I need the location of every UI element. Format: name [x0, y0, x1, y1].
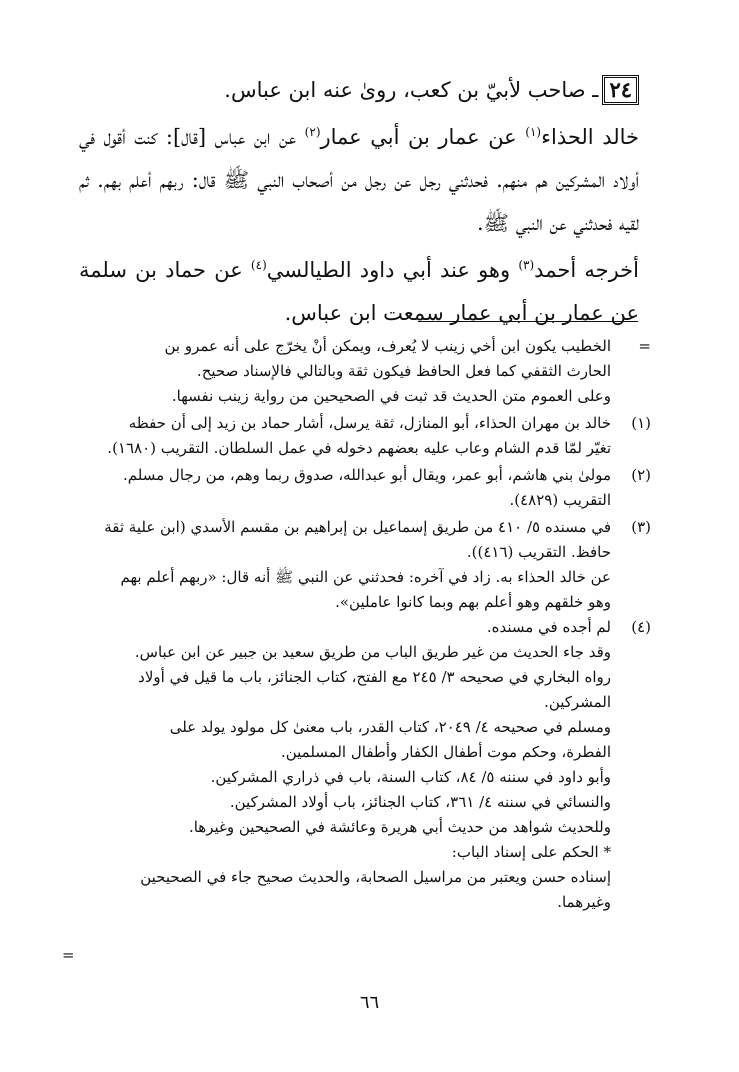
footnote-line: عن خالد الحذاء به. زاد في آخره: فحدثني عن النبي ﷺ أنه قال: «ربهم أعلم بهم — [120, 568, 611, 586]
footnote-2 — [79, 463, 651, 513]
footnote-ref-2[interactable]: (٢) — [304, 125, 321, 139]
footnote-marker-3: (٣) — [631, 518, 651, 536]
footnote-line: المشركين. — [544, 693, 611, 711]
footnote-line: وأبو داود في سننه ٥/ ٨٤، كتاب السنة، باب في ذراري المشركين. — [210, 768, 611, 786]
footnote-ref-4[interactable]: (٤) — [250, 258, 267, 272]
page-number: ٦٦ — [359, 992, 380, 1013]
footnote-line: والنسائي في سننه ٤/ ٣٦١، كتاب الجنائز، باب أولاد المشركين. — [229, 793, 611, 811]
narrator-2: عن عمار بن أبي عمار — [320, 125, 526, 149]
footnote-line: وغيرهما. — [557, 893, 611, 911]
footnote-marker-2: (٢) — [631, 466, 651, 484]
footnote-line: رواه البخاري في صحيحه ٣/ ٢٤٥ مع الفتح، كتاب الجنائز، باب ما قيل في أولاد — [138, 668, 611, 686]
footnote-separator — [418, 321, 638, 322]
footnote-line: لم أجده في مسنده. — [486, 618, 611, 636]
footnote-line: مولىٰ بني هاشم، أبو عمر، ويقال أبو عبدالله، صدوق ربما وهم، من رجال مسلم. — [123, 466, 611, 484]
main-text — [79, 72, 639, 335]
footnote-4 — [79, 615, 651, 640]
footnote-1 — [79, 411, 651, 461]
footnote-line: وللحديث شواهد من حديث أبي هريرة وعائشة في الصحيحين وغيرها. — [188, 818, 611, 836]
footnote-line: إسناده حسن ويعتبر من مراسيل الصحابة، والحديث صحيح جاء في الصحيحين — [140, 868, 611, 886]
footnote-line: وهو خلقهم وهو أعلم بهم وبما كانوا عاملين». — [335, 593, 611, 611]
continuation-marker: = — [638, 337, 651, 355]
ruling-heading: * الحكم على إسناد الباب: — [451, 843, 611, 861]
takhrij-tayalisi: وهو عند أبي داود الطيالسي — [266, 258, 519, 282]
footnote-3 — [79, 515, 651, 565]
entry-title: ـ صاحب لأبيّ بن كعب، رویٰ عنه ابن عباس. — [224, 78, 599, 102]
footnote-line: الخطيب يكون ابن أخي زينب لا يُعرف، ويمكن أنْ يخرّج على أنه عمرو بن — [164, 337, 611, 355]
footnote-4-continuation — [79, 640, 651, 915]
footnote-continuation — [79, 334, 651, 409]
footnote-line: ومسلم في صحيحه ٤/ ٢٠٤٩، كتاب القدر، باب معنىٰ كل مولود يولد على — [169, 718, 611, 736]
footnote-marker-4: (٤) — [631, 618, 651, 636]
footnote-line: الفطرة، وحكم موت أطفال الكفار وأطفال المسلمين. — [280, 743, 611, 761]
footnote-line: وقد جاء الحديث من غير طريق الباب من طريق سعيد بن جبير عن ابن عباس. — [134, 643, 611, 661]
footnote-line: التقريب (٤٨٢٩). — [509, 491, 611, 509]
hadith-paragraph — [79, 116, 639, 245]
footnote-marker-1: (١) — [631, 414, 651, 432]
footnote-ref-1[interactable]: (١) — [525, 125, 542, 139]
footnote-3-continuation — [79, 565, 651, 615]
footnote-line: حافظ. التقريب (٤١٦)). — [466, 543, 611, 561]
footnote-ref-3[interactable]: (٣) — [518, 258, 535, 272]
footnote-line: خالد بن مهران الحذاء، أبو المنازل، ثقة يرسل، أشار حماد بن زيد إلى أن حفظه — [128, 414, 611, 432]
hadith-text: عن ابن عباس [قال]: كنت أقول في أولاد المشركين هم منهم. فحدثني رجل عن رجل من أصحاب النبي ﷺ قال: ربهم أعلم بهم. ثم لقيه فحدثني عن النبي ﷺ. — [79, 125, 639, 235]
footnote-line: وعلى العموم متن الحديث قد ثبت في الصحيحين من رواية زينب نفسها. — [171, 387, 611, 405]
footnote-line: الحارث الثقفي كما فعل الحافظ فيكون ثقة وبالتالي فالإسناد صحيح. — [196, 362, 611, 380]
takhrij-ahmad: أخرجه أحمد — [534, 258, 639, 282]
narrator-1: خالد الحذاء — [541, 125, 639, 149]
takhrij-paragraph — [79, 249, 639, 335]
footnote-line: في مسنده ٥/ ٤١٠ من طريق إسماعيل بن إبراهيم بن مقسم الأسدي (ابن علية ثقة — [104, 518, 611, 536]
footnote-line: تغيّر لمّا قدم الشام وعاب عليه بعضهم دخوله في عمل السلطان. التقريب (١٦٨٠). — [107, 439, 611, 457]
footnotes — [79, 334, 651, 915]
takhrij-chain: عن حماد بن سلمة عن عمار بن أبي عمار سمعت ابن عباس. — [79, 258, 639, 325]
entry-number: ٢٤ — [602, 75, 639, 105]
continuation-edge-mark: = — [62, 946, 75, 964]
entry-heading — [79, 72, 639, 108]
